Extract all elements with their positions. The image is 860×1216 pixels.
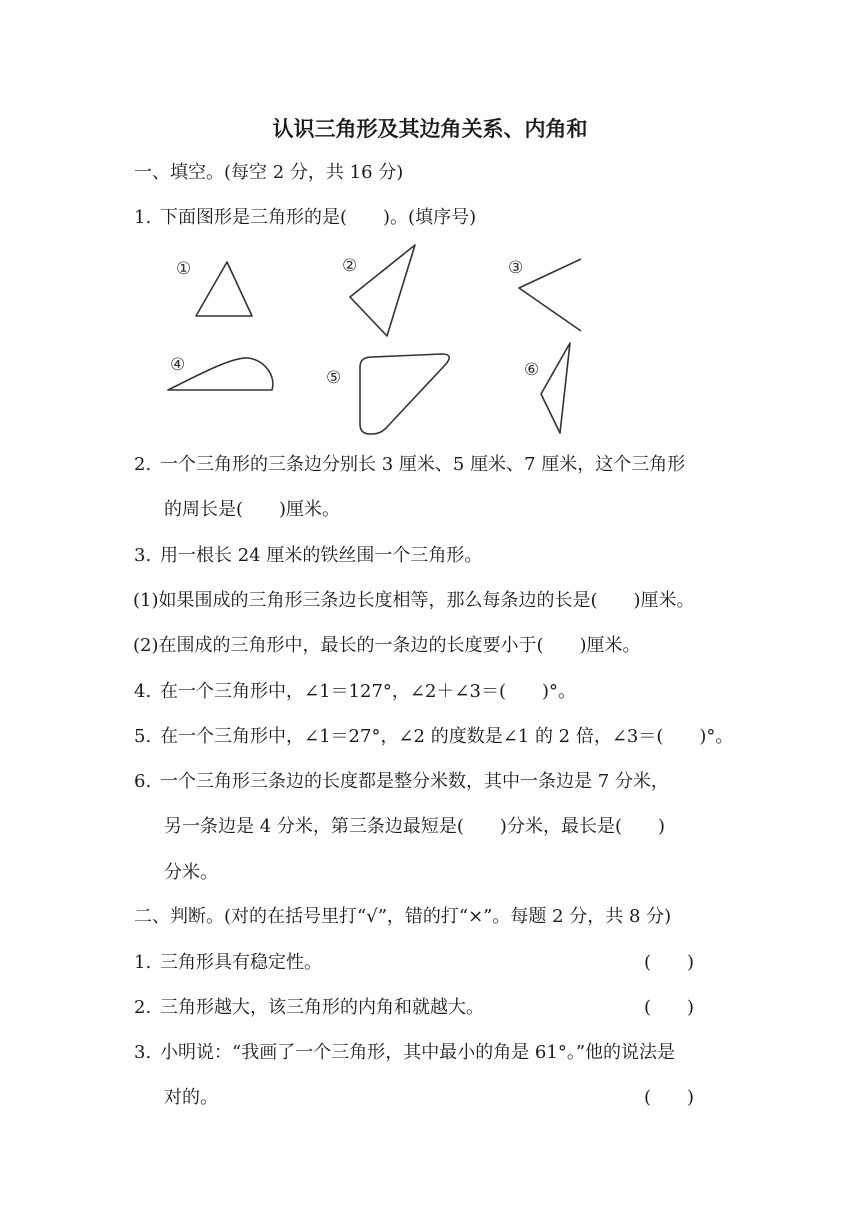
page-title: 认识三角形及其边角关系、内角和 <box>272 117 588 141</box>
question-number: 1. <box>134 952 152 973</box>
figure-4-label: ④ <box>170 355 186 375</box>
question-number: 3. <box>134 545 152 566</box>
figure-6-shape <box>541 343 570 433</box>
section-2-header: 二、判断。(对的在括号里打“√”，错的打“×”。每题 2 分，共 8 分) <box>134 906 672 927</box>
question-6 <box>134 769 669 795</box>
figure-2-label: ② <box>342 256 358 276</box>
judge-item-1 <box>134 950 322 976</box>
judge-item-3 <box>134 1040 675 1066</box>
figure-5-label: ⑤ <box>326 368 342 388</box>
question-6-continued-2: 分米。 <box>164 862 218 883</box>
figure-6-label: ⑥ <box>524 360 540 380</box>
judge-item-3-continued: 对的。 <box>164 1087 218 1108</box>
question-number: 5. <box>134 726 152 747</box>
question-3-part-2: (2)在围成的三角形中，最长的一条边的长度要小于( )厘米。 <box>133 635 641 656</box>
figure-5-shape <box>360 354 449 434</box>
question-text: 下面图形是三角形的是( )。(填序号) <box>160 207 477 228</box>
question-text: 小明说：“我画了一个三角形，其中最小的角是 61°。”他的说法是 <box>160 1042 676 1063</box>
answer-blank-3[interactable]: ( ) <box>644 1087 695 1108</box>
question-text: 三角形越大，该三角形的内角和就越大。 <box>160 997 484 1018</box>
question-2 <box>134 452 685 478</box>
figure-1-label: ① <box>176 259 192 279</box>
question-number: 2. <box>134 454 152 475</box>
question-1 <box>134 205 476 231</box>
figure-1-shape <box>196 262 252 316</box>
question-4 <box>134 679 576 705</box>
question-number: 4. <box>134 681 152 702</box>
question-2-continued: 的周长是( )厘米。 <box>164 499 341 520</box>
question-number: 3. <box>134 1042 152 1063</box>
question-text: 在一个三角形中，∠1＝27°，∠2 的度数是∠1 的 2 倍，∠3＝( )°。 <box>160 726 734 747</box>
judge-item-2 <box>134 995 484 1021</box>
question-number: 2. <box>134 997 152 1018</box>
triangle-figures <box>160 240 620 440</box>
question-text: 在一个三角形中，∠1＝127°，∠2＋∠3＝( )°。 <box>160 681 577 702</box>
answer-blank-2[interactable]: ( ) <box>644 997 695 1018</box>
question-number: 1. <box>134 207 152 228</box>
question-text: 一个三角形三条边的长度都是整分米数，其中一条边是 7 分米， <box>160 771 669 792</box>
question-text: 用一根长 24 厘米的铁丝围一个三角形。 <box>160 545 483 566</box>
question-3 <box>134 543 482 569</box>
question-6-continued: 另一条边是 4 分米，第三条边最短是( )分米，最长是( ) <box>164 816 665 837</box>
question-5 <box>134 724 733 750</box>
question-number: 6. <box>134 771 152 792</box>
section-1-header: 一、填空。(每空 2 分，共 16 分) <box>134 162 404 183</box>
question-3-part-1: (1)如果围成的三角形三条边长度相等，那么每条边的长是( )厘米。 <box>133 590 695 611</box>
figure-3-label: ③ <box>508 258 524 278</box>
figure-2-shape <box>350 245 415 336</box>
answer-blank-1[interactable]: ( ) <box>644 952 695 973</box>
figure-3-shape <box>519 259 581 331</box>
question-text: 三角形具有稳定性。 <box>160 952 322 973</box>
question-text: 一个三角形的三条边分别长 3 厘米、5 厘米、7 厘米，这个三角形 <box>160 454 686 475</box>
